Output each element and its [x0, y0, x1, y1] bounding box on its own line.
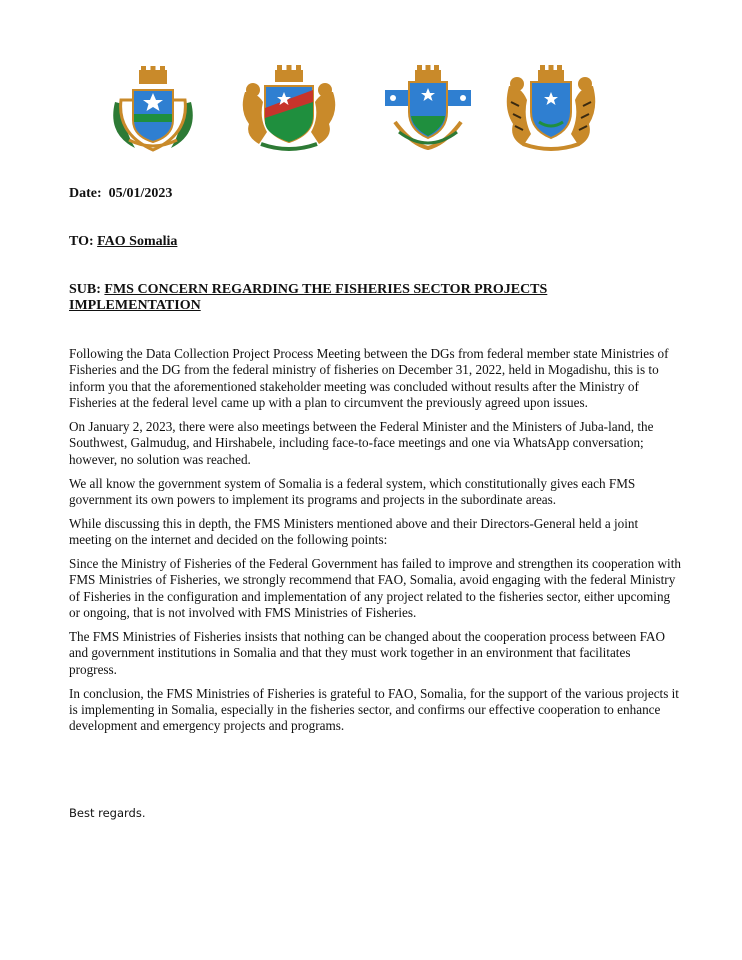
- body-paragraph: Since the Ministry of Fisheries of the Federal Government has failed to improve and strengthen its cooperation with FMS Ministries of Fisheries, we strongly recommend that FAO, Somalia, avoid engaging with the federal Ministry of Fisheries in the configuration and implementation of any project related to the fisheries sector, either upcoming or ongoing, that is not involved with FMS Ministries of Fisheries.: [69, 556, 681, 621]
- body-paragraph: Following the Data Collection Project Process Meeting between the DGs from federal member state Ministries of Fisheries and the DG from the federal ministry of fisheries on December 31, 2022, held in Mogadishu, this is to inform you that the aforementioned stakeholder meeting was concluded without results after the Ministry of Fisheries at the federal level came up with a plan to circumvent the previously agreed upon issues.: [69, 346, 669, 411]
- hirshabelle-emblem-icon: [381, 62, 475, 154]
- letter-subject: [69, 282, 547, 314]
- body-paragraph: The FMS Ministries of Fisheries insists that nothing can be changed about the cooperation process between FAO and government institutions in Somalia and that they must work together in an environment that facilitates progress.: [69, 629, 666, 677]
- letter-closing: Best regards.: [69, 806, 146, 820]
- letter-body: [69, 346, 681, 742]
- southwest-state-emblem-icon: [237, 62, 341, 154]
- body-paragraph: We all know the government system of Somalia is a federal system, which constitutionally gives each FMS government its own powers to implement its programs and projects in the subordinate areas.: [69, 475, 636, 508]
- to-value: FAO Somalia: [97, 234, 178, 249]
- subject-line-1: FMS CONCERN REGARDING THE FISHERIES SECTOR PROJECTS: [104, 282, 548, 297]
- galmudug-emblem-icon: [503, 62, 599, 154]
- jubaland-emblem-icon: [103, 62, 203, 154]
- sub-label: SUB:: [69, 282, 101, 297]
- body-paragraph: On January 2, 2023, there were also meetings between the Federal Minister and the Ministers of Juba-land, the Southwest, Galmudug, and Hirshabele, including face-to-face meetings and one via WhatsApp conversation; however, no solution was reached.: [69, 419, 654, 467]
- body-paragraph: In conclusion, the FMS Ministries of Fisheries is grateful to FAO, Somalia, for the support of the various projects it is implementing in Somalia, especially in the fisheries sector, and confirms our effective cooperation to enhance development and emergency projects and programs.: [69, 685, 679, 734]
- to-label: TO:: [69, 234, 94, 249]
- letter-recipient: [69, 234, 177, 250]
- letterhead-emblems: [0, 62, 742, 157]
- body-paragraph: While discussing this in depth, the FMS Ministers mentioned above and their Directors-General held a joint meeting on the internet and decided on the following points:: [69, 515, 639, 548]
- date-label: Date:: [69, 186, 102, 201]
- date-value: 05/01/2023: [108, 186, 173, 201]
- letter-date: [69, 186, 172, 202]
- subject-line-2: IMPLEMENTATION: [69, 298, 201, 313]
